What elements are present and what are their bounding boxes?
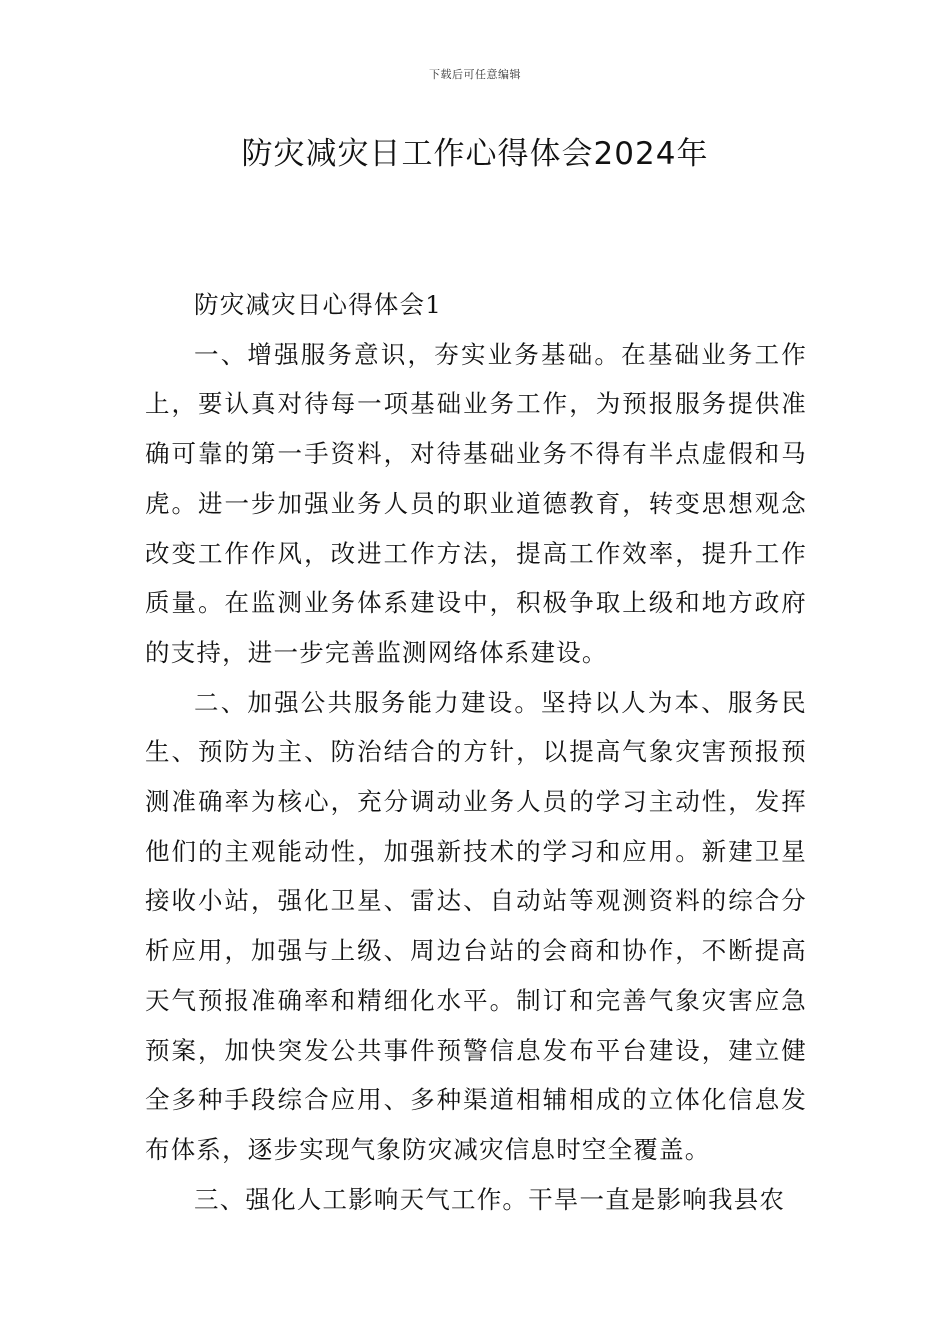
paragraph-1: 一、增强服务意识，夯实业务基础。在基础业务工作上，要认真对待每一项基础业务工作，为预报服务提供准确可靠的第一手资料，对待基础业务不得有半点虚假和马虎。进一步加强业务人员的职业道德教育，转变思想观念改变工作作风，改进工作方法，提高工作效率，提升工作质量。在监测业务体系建设中，积极争取上级和地方政府的支持，进一步完善监测网络体系建设。: [145, 339, 807, 667]
document-title: 防灾减灾日工作心得体会2024年: [241, 136, 709, 172]
section-heading: 防灾减灾日心得体会1: [194, 290, 443, 319]
paragraph-2: 二、加强公共服务能力建设。坚持以人为本、服务民生、预防为主、防治结合的方针，以提高气象灾害预报预测准确率为核心，充分调动业务人员的学习主动性，发挥他们的主观能动性，加强新技术的学习和应用。新建卫星接收小站，强化卫星、雷达、自动站等观测资料的综合分析应用，加强与上级、周边台站的会商和协作，不断提高天气预报准确率和精细化水平。制订和完善气象灾害应急预案，加快突发公共事件预警信息发布平台建设，建立健全多种手段综合应用、多种渠道相辅相成的立体化信息发布体系，逐步实现气象防灾减灾信息时空全覆盖。: [145, 687, 807, 1164]
header-note: 下载后可任意编辑: [429, 68, 521, 81]
paragraph-3: 三、强化人工影响天气工作。干旱一直是影响我县农: [194, 1184, 786, 1214]
document-body: [145, 280, 807, 1224]
